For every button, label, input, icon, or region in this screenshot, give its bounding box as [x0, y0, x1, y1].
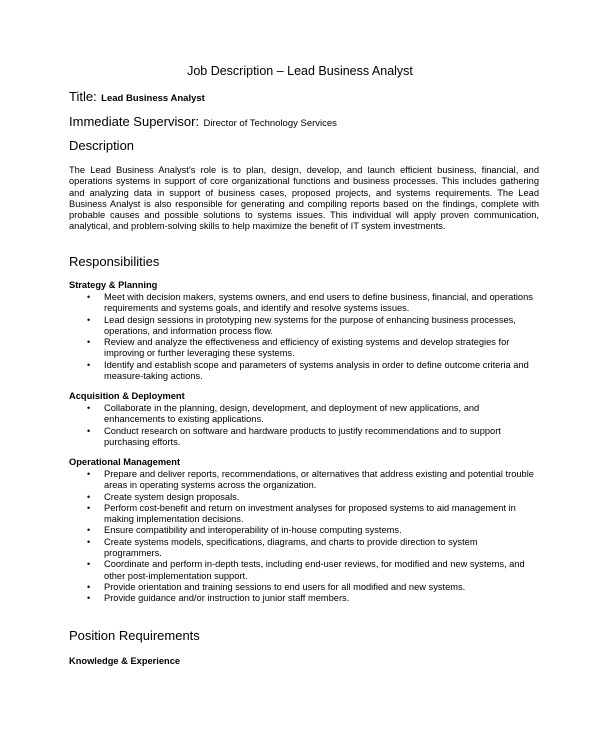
list-item: • Conduct research on software and hardware products to justify recommendations and to support purchasing efforts. — [87, 425, 501, 447]
responsibilities-heading: Responsibilities — [69, 254, 160, 269]
bullet-icon: • — [87, 292, 91, 302]
bullet-icon: • — [87, 581, 91, 592]
bullet-icon: • — [87, 491, 91, 502]
description-text: The Lead Business Analyst’s role is to plan, design, develop, and launch efficient business, financial, and operations systems in support of core organizational functions and business processes. This includes gathering and analyzing data in support of business cases, proposed projects, and systems requirements. The Lead Business Analyst is also responsible for generating and compiling reports based on the findings, complete with probable causes and possible solutions to systems issues. This individual will apply proven communication, analytical, and problem-solving skills to help maximize the benefit of IT system investments. — [69, 165, 539, 232]
strategy-planning-list — [87, 292, 537, 382]
supervisor-field-value: Director of Technology Services — [203, 118, 337, 129]
bullet-icon: • — [87, 559, 91, 570]
bullet-icon: • — [87, 502, 91, 513]
operational-management-heading: Operational Management — [69, 457, 181, 467]
title-field-label: Title: — [69, 89, 97, 104]
list-item: • Provide orientation and training sessions to end users for all modified and new systems. — [87, 581, 466, 592]
bullet-icon: • — [87, 469, 91, 479]
list-item: • Perform cost-benefit and return on investment analyses for proposed systems to aid management in making implementation decisions. — [87, 502, 516, 525]
bullet-icon: • — [87, 314, 91, 325]
title-field-value: Lead Business Analyst — [101, 93, 205, 104]
list-item: • Identify and establish scope and parameters of systems analysis in order to define outcome criteria and measure-taking actions. — [87, 359, 529, 382]
acquisition-deployment-heading: Acquisition & Deployment — [69, 391, 185, 401]
description-heading: Description — [69, 138, 135, 153]
list-item: • Collaborate in the planning, design, development, and deployment of new applications, and enhancements to existing applications. — [87, 403, 480, 425]
bullet-icon: • — [87, 536, 91, 547]
acquisition-deployment-list — [87, 403, 537, 448]
strategy-planning-heading: Strategy & Planning — [69, 280, 158, 290]
title-field — [69, 88, 205, 106]
list-item: • Create systems models, specifications, diagrams, and charts to provide direction to system programmers. — [87, 536, 478, 559]
bullet-icon: • — [87, 359, 91, 370]
document-title: Job Description – Lead Business Analyst — [187, 64, 413, 78]
list-item: • Ensure compatibility and interoperability of in-house computing systems. — [87, 525, 402, 536]
list-item: • Meet with decision makers, systems owners, and end users to define business, financial, and operations requirements and systems goals, and identify and resolve systems issues. — [87, 292, 533, 314]
list-item: • Prepare and deliver reports, recommendations, or alternatives that address existing and potential trouble areas in operating systems across the organization. — [87, 469, 534, 491]
bullet-icon: • — [87, 593, 91, 604]
list-item: • Create system design proposals. — [87, 491, 240, 502]
knowledge-experience-heading: Knowledge & Experience — [69, 656, 181, 666]
bullet-icon: • — [87, 525, 91, 536]
supervisor-field — [69, 113, 337, 131]
bullet-icon: • — [87, 403, 91, 413]
position-requirements-heading: Position Requirements — [69, 628, 200, 643]
list-item: • Lead design sessions in prototyping new systems for the purpose of enhancing business processes, operations, and information process flow. — [87, 314, 516, 336]
bullet-icon: • — [87, 337, 91, 348]
operational-management-list — [87, 469, 537, 605]
bullet-icon: • — [87, 425, 91, 436]
list-item: • Review and analyze the effectiveness and efficiency of existing systems and develop strategies for improving or further leveraging these systems. — [87, 337, 510, 359]
list-item: • Provide guidance and/or instruction to junior staff members. — [87, 593, 350, 604]
supervisor-field-label: Immediate Supervisor: — [69, 114, 200, 129]
list-item: • Coordinate and perform in-depth tests, including end-user reviews, for modified and new systems, and other post-implementation support. — [87, 559, 525, 581]
